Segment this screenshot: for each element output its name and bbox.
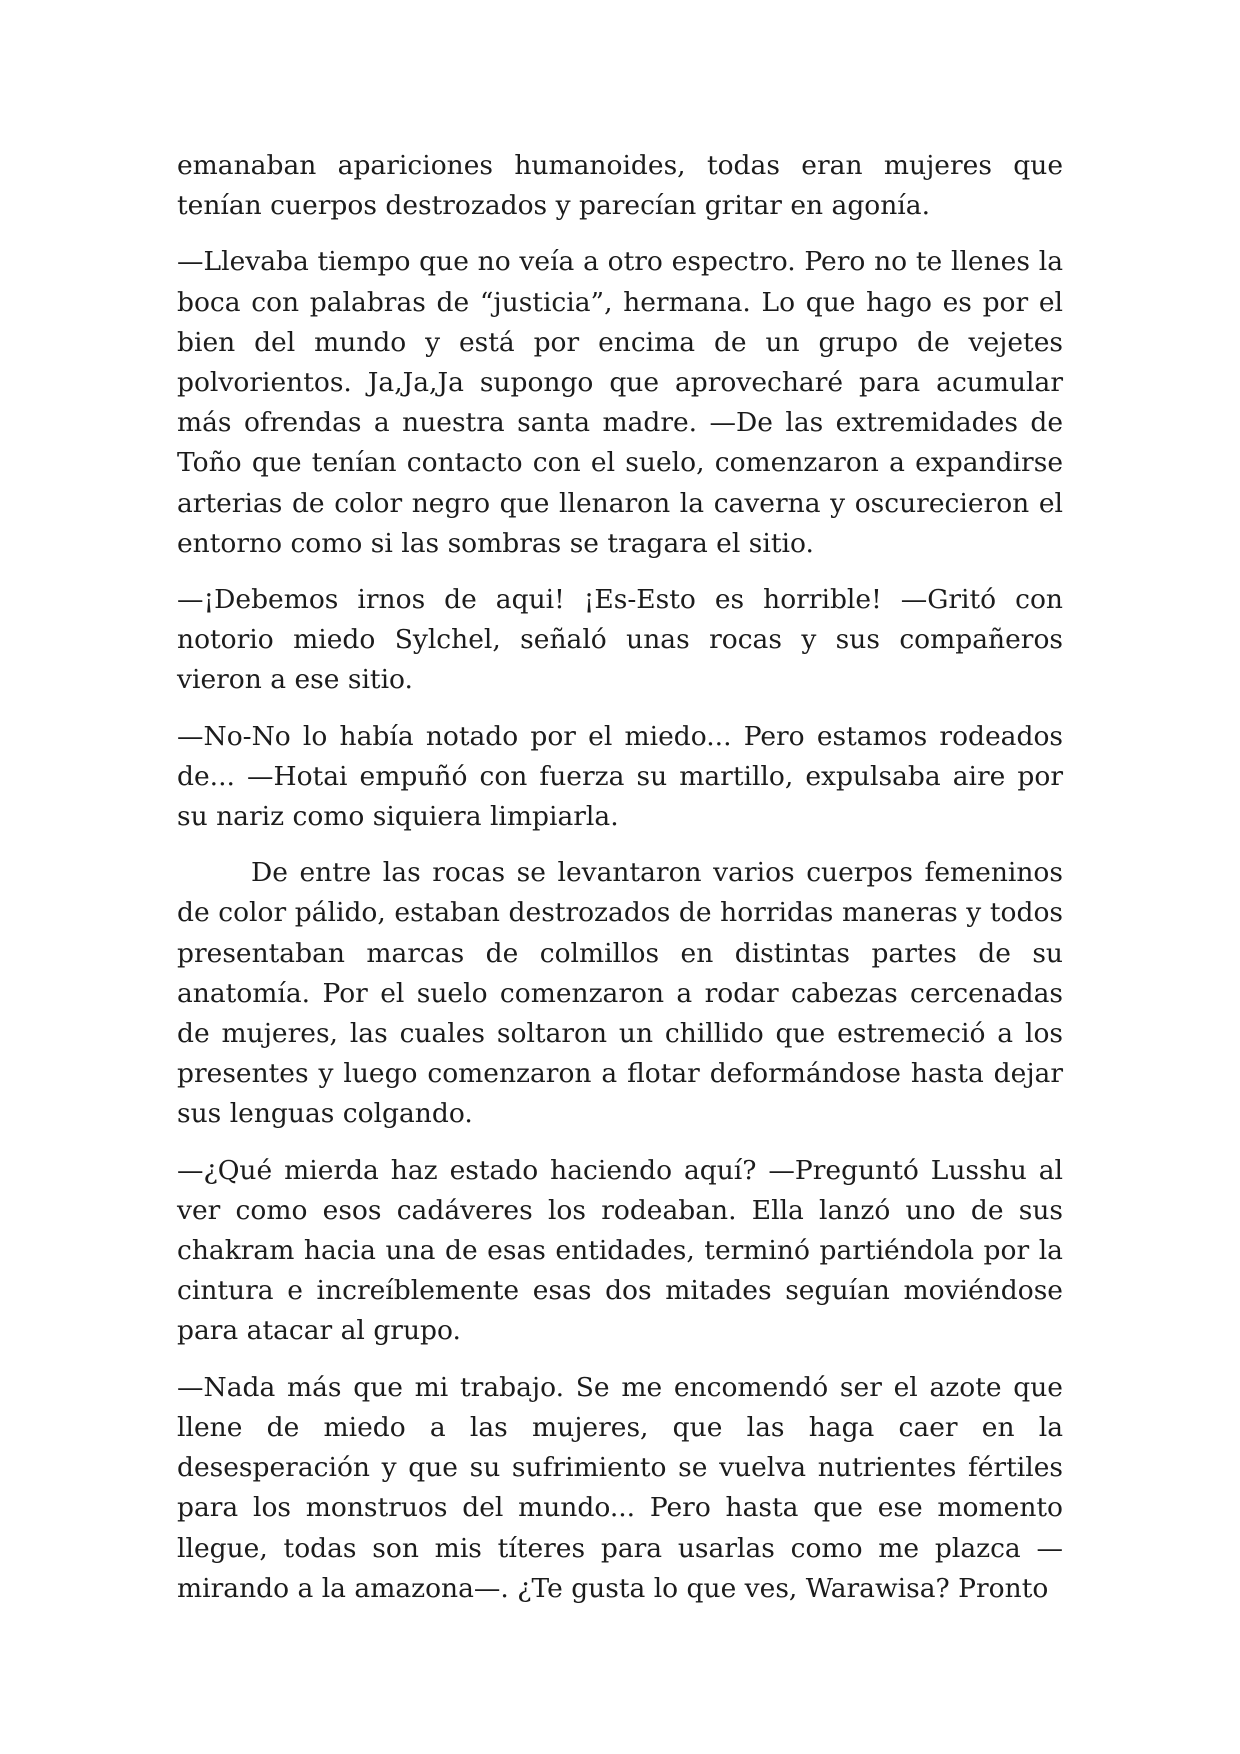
paragraph-1: emanaban apariciones humanoides, todas eran mujeres que tenían cuerpos destrozados y parecían gritar en agonía.	[177, 150, 1063, 222]
paragraph-5: De entre las rocas se levantaron varios cuerpos femeninos de color pálido, estaban destrozados de horridas maneras y todos presentaban marcas de colmillos en distintas partes de su anatomía. Por el suelo comenzaron a rodar cabezas cercenadas de mujeres, las cuales soltaron un chillido que estremeció a los presentes y luego comenzaron a flotar deformándose hasta dejar sus lenguas colgando.	[177, 857, 1063, 1130]
paragraph-2: —Llevaba tiempo que no veía a otro espectro. Pero no te llenes la boca con palabras de “justicia”, hermana. Lo que hago es por el bien del mundo y está por encima de un grupo de vejetes polvorientos. Ja,Ja,Ja supongo que aprovecharé para acumular más ofrendas a nuestra santa madre. —De las extremidades de Toño que tenían contacto con el suelo, comenzaron a expandirse arterias de color negro que llenaron la caverna y oscurecieron el entorno como si las sombras se tragara el sitio.	[177, 246, 1063, 559]
paragraph-7: —Nada más que mi trabajo. Se me encomendó ser el azote que llene de miedo a las mujeres, que las haga caer en la desesperación y que su sufrimiento se vuelva nutrientes fértiles para los monstruos del mundo... Pero hasta que ese momento llegue, todas son mis títeres para usarlas como me plazca —mirando a la amazona—. ¿Te gusta lo que ves, Warawisa? Pronto	[177, 1371, 1063, 1604]
text-column	[177, 146, 1063, 1625]
paragraph-6: —¿Qué mierda haz estado haciendo aquí? —Preguntó Lusshu al ver como esos cadáveres los rodeaban. Ella lanzó uno de sus chakram hacia una de esas entidades, terminó partiéndola por la cintura e increíblemente esas dos mitades seguían moviéndose para atacar al grupo.	[177, 1154, 1063, 1347]
paragraph-4: —No-No lo había notado por el miedo... Pero estamos rodeados de... —Hotai empuñó con fuerza su martillo, expulsaba aire por su nariz como siquiera limpiarla.	[177, 720, 1063, 833]
paragraph-3: —¡Debemos irnos de aqui! ¡Es-Esto es horrible! —Gritó con notorio miedo Sylchel, señaló unas rocas y sus compañeros vieron a ese sitio.	[177, 584, 1063, 696]
